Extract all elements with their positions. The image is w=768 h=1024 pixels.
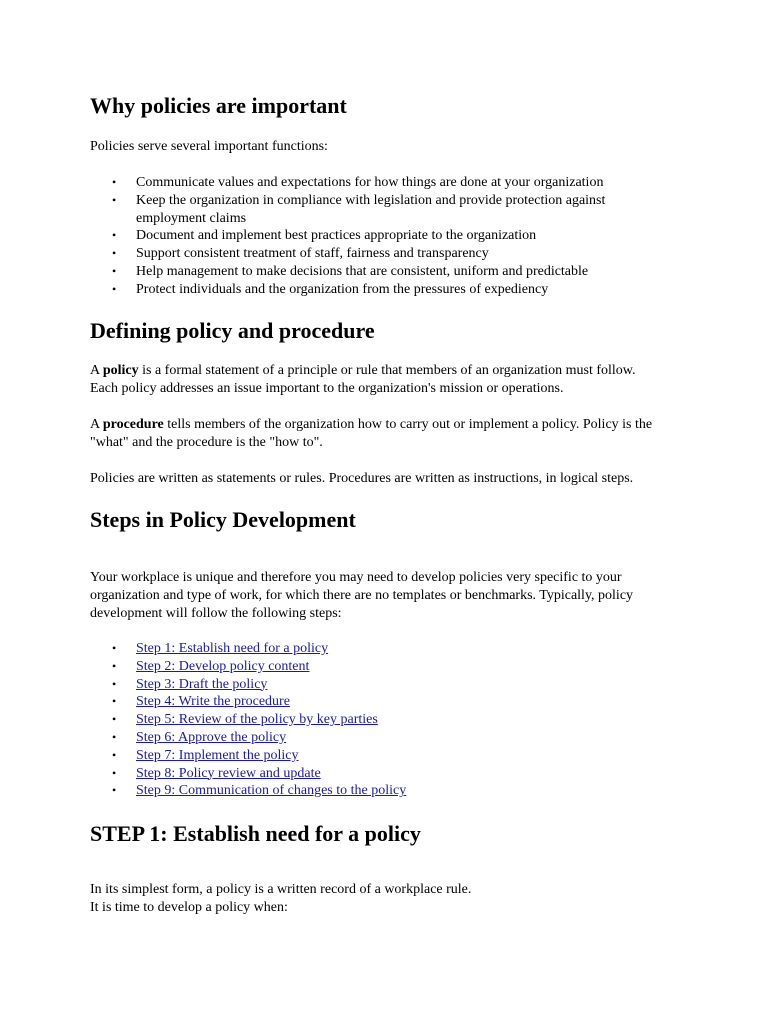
bullet-icon: • (112, 246, 117, 261)
bullet-icon: • (112, 729, 117, 744)
bullet-icon: • (112, 228, 117, 243)
list-item: • Support consistent treatment of staff, fairness and transparency (112, 246, 489, 262)
list-item (90, 729, 690, 747)
bullet-icon: • (112, 783, 117, 798)
bullet-icon: • (112, 658, 117, 673)
list-item (90, 747, 690, 765)
policy-term: policy (102, 363, 139, 378)
bullet-icon: • (112, 765, 117, 780)
list-item (90, 782, 690, 800)
list-item (90, 658, 690, 676)
bullet-icon: • (112, 676, 117, 691)
list-item (90, 765, 690, 783)
bullet-icon: • (112, 192, 117, 207)
list-item (90, 711, 690, 729)
step-8-link[interactable]: Step 8: Policy review and update (136, 765, 321, 781)
why-bullet-list (90, 174, 690, 299)
step-3-link[interactable]: Step 3: Draft the policy (136, 676, 268, 692)
list-item: • Document and implement best practices appropriate to the organization (112, 228, 537, 244)
heading-defining-policy: Defining policy and procedure (90, 318, 375, 343)
list-item: • Communicate values and expectations for how things are done at your organization (112, 175, 604, 190)
step-6-link[interactable]: Step 6: Approve the policy (136, 729, 287, 745)
list-item: • Protect individuals and the organization from the pressures of expediency (112, 281, 549, 297)
list-item: • Keep the organization in compliance with legislation and provide protection against employment claims (112, 192, 606, 226)
steps-link-list (90, 640, 690, 800)
bullet-icon: • (112, 175, 117, 189)
list-item (90, 693, 690, 711)
procedure-term: procedure (102, 417, 164, 432)
bullet-icon: • (112, 263, 117, 278)
list-item (90, 676, 690, 694)
step-7-link[interactable]: Step 7: Implement the policy (136, 747, 299, 763)
step-1-line-1: In its simplest form, a policy is a written record of a workplace rule. (90, 882, 472, 897)
list-item (90, 640, 690, 658)
step-2-link[interactable]: Step 2: Develop policy content (136, 658, 310, 674)
heading-why-policies: Why policies are important (90, 93, 347, 118)
bullet-icon: • (112, 694, 117, 709)
step-9-link[interactable]: Step 9: Communication of changes to the policy (136, 783, 407, 799)
step-5-link[interactable]: Step 5: Review of the policy by key parties (136, 712, 378, 728)
list-item: • Help management to make decisions that are consistent, uniform and predictable (112, 263, 589, 279)
why-intro: Policies serve several important functions: (90, 139, 328, 154)
bullet-icon: • (112, 641, 117, 655)
heading-step-1: STEP 1: Establish need for a policy (90, 821, 421, 846)
procedure-definition-paragraph: A procedure tells members of the organization how to carry out or implement a policy. Policy is the "what" and the procedure is the "how to". (90, 417, 653, 450)
policy-definition-paragraph: A policy is a formal statement of a principle or rule that members of an organization must follow. Each policy addresses an issue important to the organization's mission or operations. (90, 363, 636, 396)
step-1-line-2: It is time to develop a policy when: (90, 900, 288, 915)
policies-vs-procedures-paragraph: Policies are written as statements or rules. Procedures are written as instructions, in logical steps. (90, 471, 634, 486)
steps-intro-paragraph: Your workplace is unique and therefore you may need to develop policies very specific to your organization and type of work, for which there are no templates or benchmarks. Typically, policy development will follow the following steps: (90, 570, 634, 621)
bullet-icon: • (112, 281, 117, 296)
step-4-link[interactable]: Step 4: Write the procedure (136, 694, 290, 710)
bullet-icon: • (112, 712, 117, 727)
step-1-link[interactable]: Step 1: Establish need for a policy (136, 641, 329, 656)
bullet-icon: • (112, 747, 117, 762)
heading-steps-policy-development: Steps in Policy Development (90, 507, 356, 532)
